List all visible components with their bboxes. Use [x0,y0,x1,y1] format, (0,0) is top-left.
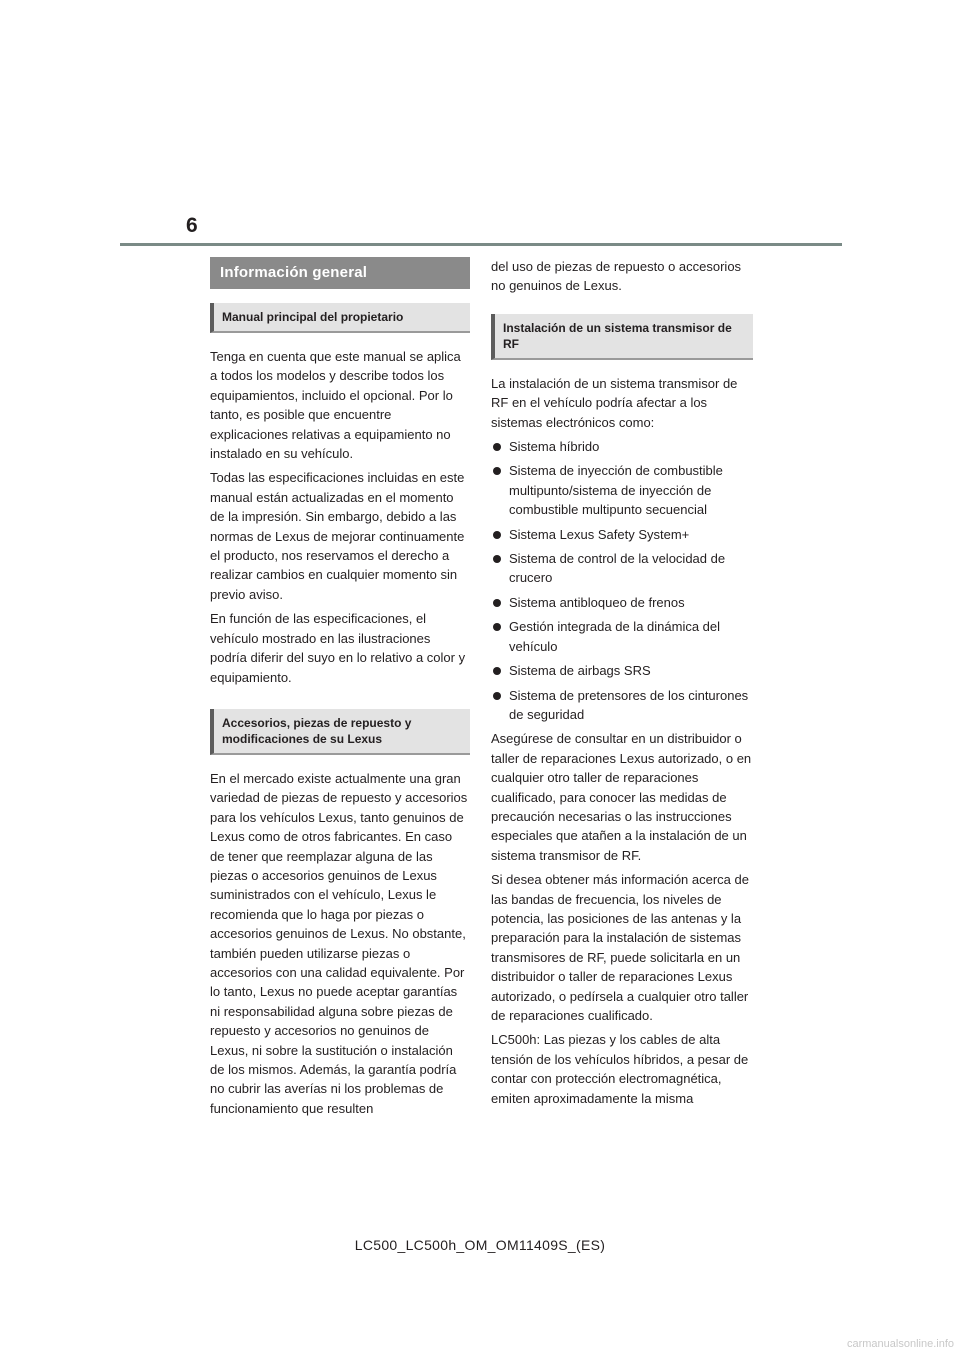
subsection-rf-transmitter [491,314,753,360]
list-item-text: Sistema de airbags SRS [509,663,651,679]
bullet-icon [493,667,501,675]
paragraph: del uso de piezas de repuesto o accesorios no genuinos de Lexus. [491,259,742,294]
list-item-text: Sistema antibloqueo de frenos [509,594,685,610]
bullet-icon [493,555,501,563]
subsection-accessories [210,709,470,755]
systems-list [491,437,753,724]
subsection-title: Instalación de un sistema transmisor de RF [503,320,732,351]
paragraph: Todas las especificaciones incluidas en este manual están actualizadas en el momento de la impresión. Sin embargo, debido a las normas de Lexus de mejorar continuamente el producto, nos reservamos el derecho a realizar cambios en cualquier momento sin previo aviso. [210,470,465,602]
paragraph: Tenga en cuenta que este manual se aplica a todos los modelos y describe todos los equipamientos, incluido el opcional. Por lo tanto, es posible que encuentre explicaciones relativas a equipamiento no instalado en su vehículo. [210,349,461,462]
bullet-icon [493,623,501,631]
paragraph: LC500h: Las piezas y los cables de alta tensión de los vehículos híbridos, a pesar de contar con protección electromagnética, emiten aproximadamente la misma [491,1032,749,1106]
paragraph: Asegúrese de consultar en un distribuidor o taller de reparaciones Lexus autorizado, o en cualquier otro taller de reparaciones cualificado, para conocer las medidas de precaución necesarias o las instrucciones especiales que atañen a la instalación de un sistema transmisor de RF. [491,731,752,863]
subsection-title: Manual principal del propietario [222,310,404,324]
list-item [491,661,753,680]
list-item [491,461,753,519]
list-item-text: Sistema híbrido [509,439,600,455]
paragraph: En el mercado existe actualmente una gran variedad de piezas de repuesto y accesorios para los vehículos Lexus, tanto genuinos de Lexus como de otros fabricantes. En caso de tener que reemplazar alguna de las piezas o accesorios genuinos de Lexus suministrados con el vehículo, Lexus le recomienda que lo haga por piezas o accesorios genuinos de Lexus. No obstante, también pueden utilizarse piezas o accesorios con una calidad equivalente. Por lo tanto, Lexus no puede aceptar garantías ni responsabilidad alguna sobre piezas de repuesto y accesorios no genuinos de Lexus, ni sobre la sustitución o instalación de los mismos. Además, la garantía podría no cubrir las averías ni los problemas de funcionamiento que resulten [210,770,468,1116]
bullet-icon [493,443,501,451]
list-item [491,593,753,612]
list-item [491,617,753,656]
bullet-icon [493,692,501,700]
footer-document-code: LC500_LC500h_OM_OM11409S_(ES) [354,1237,606,1253]
bullet-icon [493,531,501,539]
list-item [491,525,753,544]
paragraph: Si desea obtener más información acerca de las bandas de frecuencia, los niveles de potencia, las posiciones de las antenas y la preparación para la instalación de sistemas transmisores de RF, puede solicitarla en un distribuidor o taller de reparaciones Lexus autorizado, o pedírsela a cualquier otro taller de reparaciones cualificado. [491,872,749,1023]
paragraph: En función de las especificaciones, el vehículo mostrado en las ilustraciones podría diferir del suyo en lo relativo a color y equipamiento. [210,611,466,685]
header-rule [120,243,842,246]
list-item-text: Sistema de control de la velocidad de crucero [509,551,726,586]
watermark: carmanualsonline.info [846,1338,954,1350]
list-item-text: Sistema Lexus Safety System+ [509,526,690,542]
section-title: Información general [210,257,470,289]
list-item-text: Sistema de inyección de combustible multipunto/sistema de inyección de combustible multipunto secuencial [509,463,723,518]
subsection-owner-manual [210,303,470,333]
right-column [491,257,753,1113]
bullet-icon [493,599,501,607]
left-column [210,257,470,1123]
list-item-text: Sistema de pretensores de los cinturones de seguridad [509,687,749,722]
list-item [491,437,753,456]
bullet-icon [493,467,501,475]
page-number: 6 [186,214,198,237]
list-item [491,549,753,588]
subsection-title: Accesorios, piezas de repuesto y modificaciones de su Lexus [222,715,412,746]
paragraph: La instalación de un sistema transmisor de RF en el vehículo podría afectar a los sistemas electrónicos como: [491,375,738,430]
list-item-text: Gestión integrada de la dinámica del vehículo [509,619,721,654]
list-item [491,686,753,725]
